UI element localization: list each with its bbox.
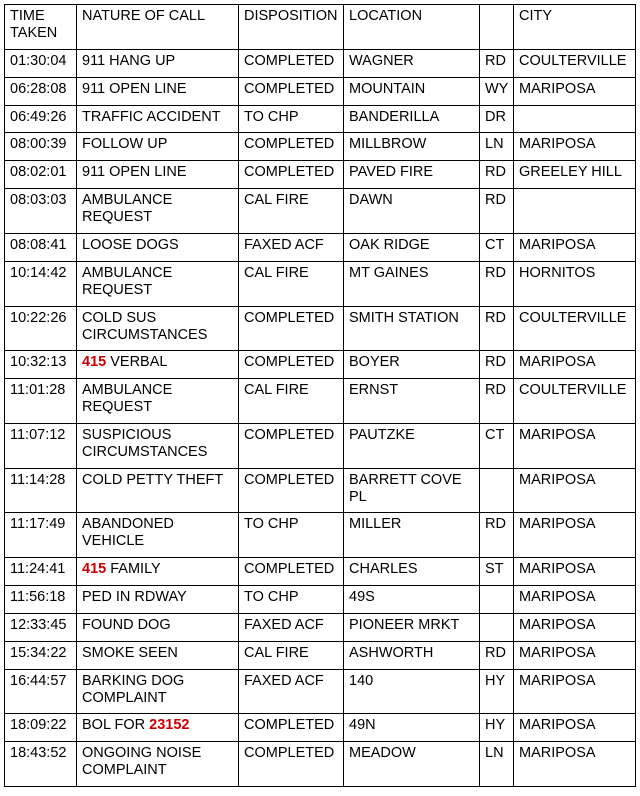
cell-city: MARIPOSA: [514, 133, 636, 161]
nature-text: LOOSE DOGS: [82, 237, 179, 253]
cell-time: 18:09:22: [5, 714, 77, 742]
cell-location: PAUTZKE: [344, 424, 480, 469]
cell-disposition: COMPLETED: [239, 742, 344, 787]
cell-city: [514, 189, 636, 234]
cell-nature: [77, 513, 239, 558]
cell-nature: [77, 424, 239, 469]
nature-text: BOL FOR: [82, 717, 150, 733]
cell-nature: [77, 234, 239, 262]
cell-disposition: TO CHP: [239, 513, 344, 558]
cell-time: 06:49:26: [5, 106, 77, 133]
cell-city: MARIPOSA: [514, 742, 636, 787]
cell-nature: [77, 558, 239, 586]
cell-disposition: COMPLETED: [239, 50, 344, 78]
table-row: [5, 469, 636, 513]
cell-time: 08:00:39: [5, 133, 77, 161]
cell-disposition: COMPLETED: [239, 78, 344, 106]
cell-city: MARIPOSA: [514, 642, 636, 670]
cell-nature: [77, 133, 239, 161]
cell-city: MARIPOSA: [514, 513, 636, 558]
nature-text: FOLLOW UP: [82, 136, 168, 152]
cell-location: 140: [344, 670, 480, 714]
table-row: [5, 234, 636, 262]
cell-disposition: COMPLETED: [239, 351, 344, 379]
cell-suffix: CT: [480, 234, 514, 262]
table-row: [5, 78, 636, 106]
table-row: [5, 106, 636, 133]
table-row: [5, 262, 636, 307]
table-row: [5, 351, 636, 379]
cell-city: HORNITOS: [514, 262, 636, 307]
vehicle-code: 23152: [149, 717, 190, 733]
cell-time: 10:22:26: [5, 307, 77, 351]
cell-time: 15:34:22: [5, 642, 77, 670]
cell-disposition: FAXED ACF: [239, 614, 344, 642]
cell-nature: [77, 189, 239, 234]
cell-suffix: DR: [480, 106, 514, 133]
cell-disposition: COMPLETED: [239, 424, 344, 469]
nature-text: SUSPICIOUS CIRCUMSTANCES: [82, 427, 208, 460]
cell-nature: [77, 714, 239, 742]
cell-time: 11:01:28: [5, 379, 77, 424]
cell-nature: [77, 642, 239, 670]
cell-disposition: FAXED ACF: [239, 234, 344, 262]
cell-city: MARIPOSA: [514, 234, 636, 262]
table-row: [5, 133, 636, 161]
cell-disposition: CAL FIRE: [239, 642, 344, 670]
nature-text: TRAFFIC ACCIDENT: [82, 109, 221, 125]
cell-disposition: TO CHP: [239, 586, 344, 614]
header-row: [5, 5, 636, 50]
cell-time: 11:56:18: [5, 586, 77, 614]
nature-text: COLD SUS CIRCUMSTANCES: [82, 310, 208, 343]
cell-disposition: CAL FIRE: [239, 379, 344, 424]
cell-suffix: RD: [480, 379, 514, 424]
cell-suffix: RD: [480, 161, 514, 189]
cell-suffix: [480, 586, 514, 614]
cell-suffix: RD: [480, 642, 514, 670]
cell-nature: [77, 670, 239, 714]
cell-disposition: COMPLETED: [239, 469, 344, 513]
nature-text: AMBULANCE REQUEST: [82, 265, 177, 298]
cell-time: 08:08:41: [5, 234, 77, 262]
cell-location: MEADOW: [344, 742, 480, 787]
cell-location: CHARLES: [344, 558, 480, 586]
nature-text: ONGOING NOISE COMPLAINT: [82, 745, 206, 778]
cell-suffix: RD: [480, 262, 514, 307]
cell-city: MARIPOSA: [514, 586, 636, 614]
cell-nature: [77, 106, 239, 133]
nature-text: ABANDONED VEHICLE: [82, 516, 178, 549]
table-row: [5, 50, 636, 78]
cell-city: GREELEY HILL: [514, 161, 636, 189]
table-row: [5, 558, 636, 586]
cell-suffix: WY: [480, 78, 514, 106]
cell-disposition: COMPLETED: [239, 714, 344, 742]
cell-city: COULTERVILLE: [514, 379, 636, 424]
cell-city: MARIPOSA: [514, 469, 636, 513]
cell-time: 08:02:01: [5, 161, 77, 189]
cell-suffix: [480, 469, 514, 513]
cell-nature: [77, 614, 239, 642]
nature-text: VERBAL: [106, 354, 168, 370]
cell-suffix: [480, 614, 514, 642]
cell-time: 11:14:28: [5, 469, 77, 513]
cell-location: WAGNER: [344, 50, 480, 78]
cell-location: BOYER: [344, 351, 480, 379]
cell-suffix: LN: [480, 133, 514, 161]
cell-city: MARIPOSA: [514, 558, 636, 586]
cell-suffix: RD: [480, 307, 514, 351]
nature-text: FOUND DOG: [82, 617, 171, 633]
penal-code: 415: [82, 354, 107, 370]
cell-disposition: TO CHP: [239, 106, 344, 133]
header-time: TIME TAKEN: [5, 5, 77, 50]
cell-time: 11:24:41: [5, 558, 77, 586]
header-disposition: DISPOSITION: [239, 5, 344, 50]
cell-time: 01:30:04: [5, 50, 77, 78]
cell-suffix: RD: [480, 351, 514, 379]
cell-nature: [77, 161, 239, 189]
table-row: [5, 670, 636, 714]
cell-location: MOUNTAIN: [344, 78, 480, 106]
nature-text: AMBULANCE REQUEST: [82, 192, 177, 225]
nature-text: PED IN RDWAY: [82, 589, 187, 605]
table-row: [5, 714, 636, 742]
nature-text: 911 OPEN LINE: [82, 164, 187, 180]
cell-time: 10:14:42: [5, 262, 77, 307]
cell-suffix: RD: [480, 513, 514, 558]
call-log-body: [5, 50, 636, 787]
cell-nature: [77, 742, 239, 787]
cell-time: 06:28:08: [5, 78, 77, 106]
cell-suffix: CT: [480, 424, 514, 469]
cell-time: 10:32:13: [5, 351, 77, 379]
cell-suffix: LN: [480, 742, 514, 787]
cell-location: 49N: [344, 714, 480, 742]
table-row: [5, 642, 636, 670]
cell-location: SMITH STATION: [344, 307, 480, 351]
cell-location: ERNST: [344, 379, 480, 424]
table-row: [5, 586, 636, 614]
cell-disposition: CAL FIRE: [239, 262, 344, 307]
cell-city: COULTERVILLE: [514, 307, 636, 351]
cell-disposition: CAL FIRE: [239, 189, 344, 234]
table-row: [5, 307, 636, 351]
cell-nature: [77, 50, 239, 78]
cell-nature: [77, 469, 239, 513]
cell-nature: [77, 307, 239, 351]
nature-text: COLD PETTY THEFT: [82, 472, 224, 488]
cell-nature: [77, 586, 239, 614]
cell-time: 11:17:49: [5, 513, 77, 558]
cell-nature: [77, 379, 239, 424]
cell-city: MARIPOSA: [514, 351, 636, 379]
cell-location: MT GAINES: [344, 262, 480, 307]
table-row: [5, 161, 636, 189]
cell-location: OAK RIDGE: [344, 234, 480, 262]
cell-nature: [77, 262, 239, 307]
nature-text: 911 OPEN LINE: [82, 81, 187, 97]
cell-time: 12:33:45: [5, 614, 77, 642]
table-row: [5, 614, 636, 642]
cell-suffix: ST: [480, 558, 514, 586]
cell-city: MARIPOSA: [514, 670, 636, 714]
table-row: [5, 379, 636, 424]
header-nature: NATURE OF CALL: [77, 5, 239, 50]
cell-disposition: COMPLETED: [239, 133, 344, 161]
cell-disposition: COMPLETED: [239, 161, 344, 189]
cell-location: BARRETT COVE PL: [344, 469, 480, 513]
cell-nature: [77, 351, 239, 379]
cell-location: PIONEER MRKT: [344, 614, 480, 642]
cell-location: MILLBROW: [344, 133, 480, 161]
cell-time: 18:43:52: [5, 742, 77, 787]
nature-text: 911 HANG UP: [82, 53, 176, 69]
cell-location: ASHWORTH: [344, 642, 480, 670]
nature-text: BARKING DOG COMPLAINT: [82, 673, 189, 706]
header-suffix: [480, 5, 514, 50]
cell-location: MILLER: [344, 513, 480, 558]
cell-city: MARIPOSA: [514, 614, 636, 642]
cell-time: 08:03:03: [5, 189, 77, 234]
cell-suffix: HY: [480, 714, 514, 742]
cell-location: 49S: [344, 586, 480, 614]
table-row: [5, 189, 636, 234]
header-location: LOCATION: [344, 5, 480, 50]
header-city: CITY: [514, 5, 636, 50]
cell-nature: [77, 78, 239, 106]
cell-city: MARIPOSA: [514, 78, 636, 106]
cell-disposition: COMPLETED: [239, 558, 344, 586]
cell-time: 16:44:57: [5, 670, 77, 714]
cell-disposition: FAXED ACF: [239, 670, 344, 714]
nature-text: FAMILY: [106, 561, 161, 577]
call-log-table: [4, 4, 636, 787]
cell-time: 11:07:12: [5, 424, 77, 469]
cell-city: MARIPOSA: [514, 714, 636, 742]
cell-location: DAWN: [344, 189, 480, 234]
cell-location: BANDERILLA: [344, 106, 480, 133]
cell-city: MARIPOSA: [514, 424, 636, 469]
cell-location: PAVED FIRE: [344, 161, 480, 189]
cell-city: [514, 106, 636, 133]
table-row: [5, 424, 636, 469]
nature-text: AMBULANCE REQUEST: [82, 382, 177, 415]
table-row: [5, 513, 636, 558]
table-row: [5, 742, 636, 787]
cell-city: COULTERVILLE: [514, 50, 636, 78]
cell-suffix: RD: [480, 50, 514, 78]
nature-text: SMOKE SEEN: [82, 645, 178, 661]
cell-disposition: COMPLETED: [239, 307, 344, 351]
cell-suffix: HY: [480, 670, 514, 714]
penal-code: 415: [82, 561, 107, 577]
cell-suffix: RD: [480, 189, 514, 234]
